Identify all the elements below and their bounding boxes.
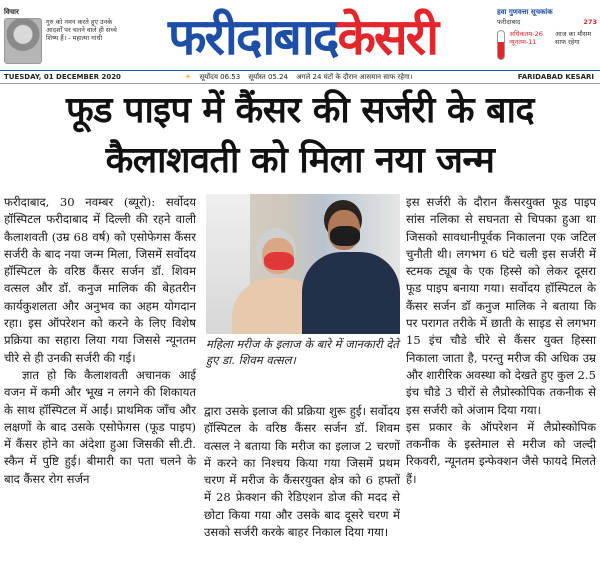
weather-city: फरीदाबाद (497, 18, 521, 26)
dateline-bar (0, 70, 600, 84)
thought-of-day (4, 8, 124, 64)
weather-aqi: 273 (583, 18, 597, 26)
article-photo (206, 194, 400, 334)
weather-temps: अधिकतम-26 न्यूनतम-11 (509, 30, 543, 46)
weather-sky: आज का मौसम साफ रहेगा (555, 30, 592, 46)
column-1-paragraph-2: ज्ञात हो कि कैलाशवती अचानक आई वजन में कमी और भूख न लगने की शिकायत के साथ हॉस्पिटल में आईं। प्राथमिक जाँच और लक्षणों के बाद उसके एसोफेगस (फूड पाइप) में कैंसर होने का अंदेशा हुआ जिसकी सी.टी. स्कैन में पुष्टि हुई। बीमारी का पता चलने के बाद कैंसर रोग सर्जन (4, 367, 196, 486)
photo-caption: महिला मरीज के इलाज के बारे में जानकारी देते हुए डा. शिवम वत्सल। (206, 337, 399, 367)
issue-date: TUESDAY, 01 DECEMBER 2020 (4, 73, 121, 81)
column-3-paragraph-2: इस प्रकार के ऑपरेशन में लैप्रोस्कोपिक तकनीक के इस्तेमाल से मरीज को जल्दी रिकवरी, न्यूनतम इन्फेक्शन जैसे फायदे मिलते हैं। (406, 419, 596, 486)
logo-part-faridabad: फरीदाबाद (167, 8, 338, 66)
column-1-paragraph-1: फरीदाबाद, 30 नवम्बर (ब्यूरो): सर्वोदय हॉस्पिटल फरीदाबाद में दिल्ली की रहने वाली कैलाशवती (उम्र 68 वर्ष) को एसोफेगस कैंसर सर्जरी के बाद नया जन्म मिला, जिसमें सर्वोदय हॉस्पिटल के वरिष्ठ कैंसर सर्जन डॉ. शिवम वत्सल और डॉ. कनुज मालिक की बेहतरीन कार्यकुशलता और अनुभव का अहम योगदान रहा। इस ऑपरेशन को करने के लिए विशेष प्रक्रिया का सहारा लिया गया जिससे न्यूनतम चीरे से ही उनकी सर्जरी की गई। (4, 195, 196, 365)
logo-part-kesari: केसरी (337, 8, 438, 66)
portrait-image (4, 18, 42, 64)
sun-icon: ☀ (185, 73, 192, 81)
column-2-paragraph: द्वारा उसके इलाज की प्रक्रिया शुरू हुई। सर्वोदय हॉस्पिटल के वरिष्ठ कैंसर सर्जन डॉ. शिवम वत्सल ने बताया कि मरीज का इलाज 2 चरणों में करने का निश्चय किया गया जिसमें प्रथम चरण में मरीज के कैंसरयुक्त क्षेत्र को 6 हफ्तों में 28 फ्रेक्शन की रेडिएशन डोज की मदद से छोटा किया गया और उसके बाद दूसरे चरण में उसको सर्जरी करके बाहर निकाल दिया गया। (204, 404, 400, 540)
sunrise-time: सूर्योदय 06.53 (199, 73, 241, 81)
doctor-body (302, 252, 400, 334)
headline-line-1: फूड पाइप में कैंसर की सर्जरी के बाद (65, 90, 535, 131)
sun-times (185, 71, 418, 83)
thought-text: गुरु को नमन करते हुए उनके आदर्शों पर चलने वाले ही सच्चे शिष्य हैं। - महात्मा गांधी (46, 18, 117, 42)
forecast-text: अगले 24 घंटों के दौरान आसमान साफ रहेगा। (296, 73, 413, 81)
thermometer-icon (497, 30, 505, 60)
headline-line-2: कैलाशवती को मिला नया जन्म (105, 140, 495, 181)
doctor-mask (330, 226, 360, 246)
patient-mask (264, 252, 294, 270)
brand-name: FARIDABAD KESARI (517, 73, 594, 81)
newspaper-logo (110, 6, 495, 64)
weather-city-row (497, 18, 597, 26)
sunset-time: सूर्यास्त 05.24 (248, 73, 288, 81)
weather-box (497, 8, 597, 68)
article-column-3 (406, 194, 596, 488)
article-column-2 (204, 403, 400, 541)
thought-heading: विचार (4, 8, 19, 16)
article-column-1 (4, 194, 196, 488)
weather-title: हवा गुणवत्ता सूचकांक (497, 8, 553, 16)
article-headline (10, 86, 590, 186)
masthead (0, 0, 600, 70)
column-3-paragraph-1: इस सर्जरी के दौरान कैंसरयुक्त फूड पाइप सांस नलिका से सघनता से चिपका हुआ था जिसको सावधानीपूर्वक निकालना एक जटिल चुनौती थी। लगभग 6 घंटे चली इस सर्जरी में स्टमक ट्यूब के एक हिस्से को लेकर दूसरा फूड पाइप बनाया गया। सर्वोदय हॉस्पिटल के कैंसर सर्जन डॉ कनुज मालिक ने बताया कि पर परागत तरीके में छाती के साइड से लगभग 15 इंच चौडे चीरे से कैंसर युक्त हिस्सा निकाला जाता है, परन्तु मरीज की अधिक उम्र और शारीरिक अवस्था को देखते हुए कुल 2.5 इंच चौडे 3 चीरों से लैप्रोस्कोपिक तकनीक से इस सर्जरी को अंजाम दिया गया। (406, 195, 596, 417)
